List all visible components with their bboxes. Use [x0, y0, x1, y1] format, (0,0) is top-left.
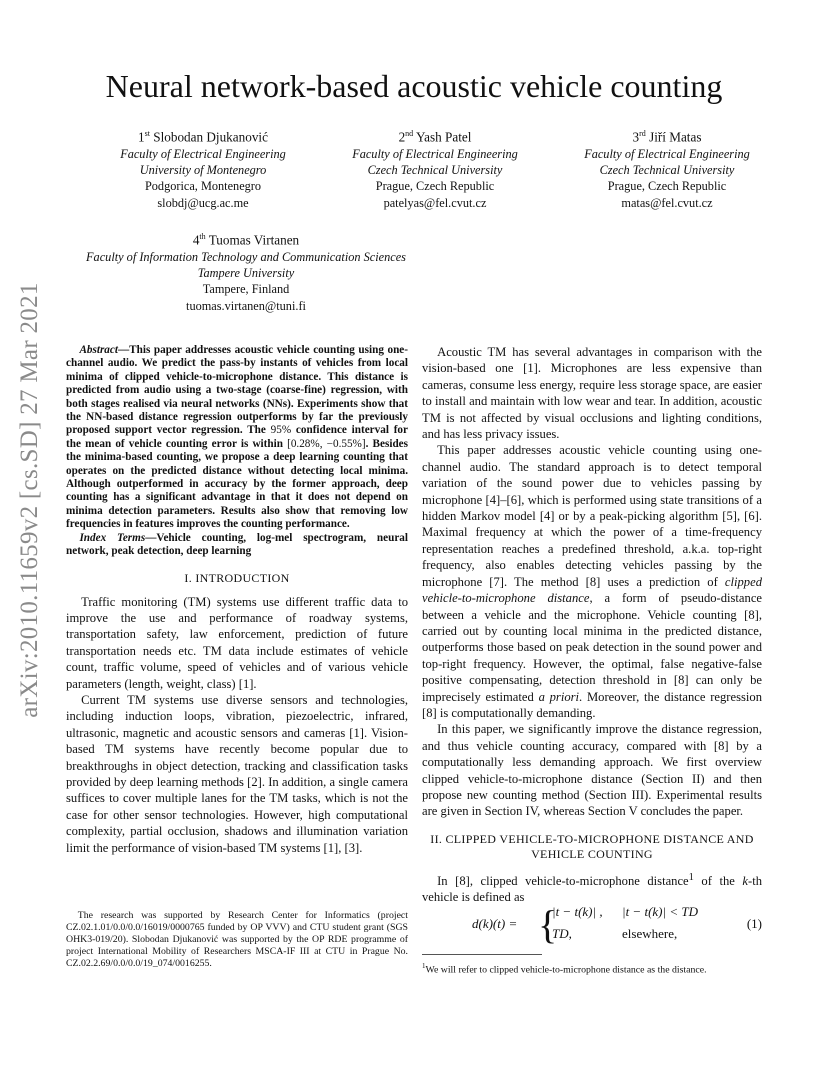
paper-title: Neural network-based acoustic vehicle counting	[105, 68, 723, 104]
index-terms-label: Index Terms	[79, 531, 146, 544]
section-title-initial: C	[445, 831, 454, 846]
emphasis-text: a priori	[538, 689, 580, 704]
author-order-suffix: nd	[405, 129, 414, 138]
equation-case-2: TD,	[552, 926, 572, 941]
footnote-distance	[422, 960, 762, 976]
section-number: I.	[184, 570, 196, 585]
equation-case-1: |t − t(k)| ,	[552, 904, 603, 919]
right-column	[422, 344, 762, 906]
paragraph-text: In [8], clipped vehicle-to-microphone distance	[437, 873, 689, 888]
paragraph-text: . Moreover, the distance regression [8] is computationally demanding.	[422, 689, 762, 720]
section-title-line2: VEHICLE COUNTING	[531, 846, 653, 861]
author-email: tuomas.virtanen@tuni.fi	[186, 298, 306, 313]
author-order: 1	[138, 129, 145, 145]
abstract-text: —This paper addresses acoustic vehicle counting using one-channel audio. We predict the pass-by instants of vehicles from local minima of clipped vehicle-to-microphone distance. This distance is predicted from audio using a two-stage (coarse-fine) regression, with both stages realised via neural networks (NNs). Experiments show that the NN-based distance regression outperforms by far the previously proposed support vector regression. The	[66, 344, 408, 437]
footnote-mark: 1	[422, 962, 426, 970]
author-name: Tuomas Virtanen	[208, 232, 300, 248]
equation-number: (1)	[746, 916, 762, 931]
author-affiliation: Faculty of Electrical Engineering	[584, 146, 750, 161]
author-name: Jiří Matas	[649, 129, 702, 145]
paragraph: Traffic monitoring (TM) systems use different traffic data to improve the use and performance of roadway systems, transportation safety, law enforcement, prediction of future transportation needs etc. TM data include estimates of vehicle count, traffic volume, speed of vehicles and of various vehicle parameters (length, weight, class) [1].	[66, 594, 408, 691]
author-email: slobdj@ucg.ac.me	[157, 195, 249, 210]
emphasis-text: clipped vehicle-to-microphone distance	[422, 574, 762, 606]
author-name: Slobodan Djukanović	[153, 129, 268, 145]
equation-1	[422, 900, 762, 952]
author-institution: Czech Technical University	[599, 162, 735, 177]
section-heading-introduction	[66, 571, 408, 586]
author-affiliation: Faculty of Information Technology and Communication Sciences	[86, 249, 406, 264]
footnote-rule	[422, 954, 542, 955]
equation-condition-1: |t − t(k)| < TD	[622, 904, 698, 919]
author-institution: Czech Technical University	[367, 162, 503, 177]
index-terms-text: —Vehicle counting, log-mel spectrogram, neural network, peak detection, deep learning	[66, 531, 408, 558]
paragraph: In this paper, we significantly improve the distance regression, and thus vehicle counting accuracy, compared with [8] by a computationally less demanding approach. We first overview clipped vehicle-to-microphone distance (Section II) and then propose new counting method (Section III). Experimental results are given in Section IV, whereas Section V concludes the paper.	[422, 722, 762, 819]
author-location: Tampere, Finland	[202, 282, 290, 297]
author-affiliation: Faculty of Electrical Engineering	[120, 146, 286, 161]
arxiv-stamp: arXiv:2010.11659v2 [cs.SD] 27 Mar 2021	[16, 282, 43, 718]
section-title-rest: NTRODUCTION	[199, 570, 290, 585]
author-email: matas@fel.cvut.cz	[621, 195, 713, 210]
author-order-suffix: rd	[639, 129, 646, 138]
author-block-2	[330, 126, 540, 211]
paragraph-text: , a form of pseudo-distance between a vehicle and the microphone. Vehicle counting [8], carried out by counting local minima in the predicted distance, outperforms those based on peak detection in the sound power and top-right frequency. However, the optimal, false negative-false positive compensating, detection threshold in [8] can only be imprecisely estimated	[422, 591, 762, 704]
equation-condition-2: elsewhere,	[622, 926, 678, 941]
author-block-1	[98, 126, 308, 211]
paragraph: Current TM systems use diverse sensors and technologies, including induction loops, vibration, piezoelectric, infrared, ultrasonic, magnetic and acoustic sensors and cameras [1]. Vision-based TM systems have recently become popular due to breakthroughs in object detection, tracking and classification tasks provided by deep learning methods [2]. In addition, a single camera suffices to cover multiple lanes for the TM tasks, which is not the case for other sensor technologies. However, high computational complexity, partial occlusion, shadows and illumination variation limit the performance of vision-based TM systems [1], [3].	[66, 692, 408, 855]
author-location: Prague, Czech Republic	[375, 179, 495, 194]
section-heading-clipped-distance	[422, 832, 762, 862]
abstract-percent: 95%	[270, 424, 292, 437]
author-order: 4	[192, 232, 200, 248]
section-title-rest: LIPPED VEHICLE-TO-MICROPHONE DISTANCE AND	[453, 831, 754, 846]
author-block-4	[46, 229, 446, 314]
abstract	[66, 344, 408, 532]
paragraph-text: of the	[693, 873, 743, 888]
left-column	[66, 344, 408, 856]
footnote-mark: 1	[688, 871, 694, 883]
author-order-suffix: th	[199, 232, 206, 241]
footnote-funding	[66, 910, 408, 970]
paragraph	[422, 442, 762, 721]
abstract-text: confidence interval for the mean of vehicle counting error is within	[66, 424, 408, 450]
author-institution: University of Montenegro	[139, 162, 267, 177]
author-location: Prague, Czech Republic	[607, 179, 727, 194]
author-order: 2	[398, 129, 406, 145]
left-brace: {	[538, 902, 558, 947]
author-order-suffix: st	[144, 129, 150, 138]
abstract-label: Abstract	[79, 344, 118, 356]
footnote-text: We will refer to clipped vehicle-to-microphone distance as the distance.	[425, 964, 707, 976]
paragraph-text: This paper addresses acoustic vehicle counting using one-channel audio. The standard approach is to detect temporal variation of the sound power due to vehicles passing by microphone [4]–[6], which is performed using state transitions of a hidden Markov model [4] or by a peak-picking algorithm [5], [6]. Maximal frequency at which the power of a time-frequency representation reaches a predefined threshold, a.k.a. top-right frequency, also enables detecting vehicles passing by the microphone [7]. The method [8] uses a prediction of	[422, 443, 762, 589]
author-email: patelyas@fel.cvut.cz	[383, 195, 487, 210]
section-title-initial: I	[195, 570, 200, 585]
author-location: Podgorica, Montenegro	[144, 179, 262, 194]
author-affiliation: Faculty of Electrical Engineering	[352, 146, 518, 161]
author-order: 3	[632, 129, 640, 145]
equation-lhs: d(k)(t) =	[472, 916, 518, 931]
author-institution: Tampere University	[197, 265, 295, 280]
author-block-3	[562, 126, 772, 211]
paragraph-text: -th vehicle is defined as	[422, 873, 762, 905]
footnote-text: The research was supported by Research Center for Informatics (project CZ.02.1.01/0.0/0.0/16019/0000765 funded by OP VVV) and CTU student grant (SGS OHK3-019/20). Slobodan Djukanović was supported by the OP RDE programme of project International Mobility of Researchers MSCA-IF III at CTU in Prague No. CZ.02.2.69/0.0/0.0/19_074/0016255.	[66, 910, 408, 969]
paragraph: Acoustic TM has several advantages in comparison with the vision-based one [1]. Microphones are less expensive than cameras, consume less energy, require less storage space, are easier to install and maintain with low wear and tear. In addition, acoustic TM is not affected by visual occlusions and lighting conditions, and has less privacy issues.	[422, 345, 762, 442]
index-terms	[66, 532, 408, 559]
abstract-text: . Besides the minima-based counting, we propose a deep learning counting that operates on the predicted distance without detecting local minima. Although outperformed in accuracy by the former approach, deep counting has a significant advantage in that it does not depend on minima detection parameters. Results also show that removing low frequencies in features improves the counting performance.	[66, 437, 408, 531]
abstract-interval: [0.28%, −0.55%]	[287, 437, 366, 450]
author-name: Yash Patel	[415, 129, 472, 145]
math-variable: k	[742, 873, 748, 888]
section-number: II.	[430, 831, 446, 846]
